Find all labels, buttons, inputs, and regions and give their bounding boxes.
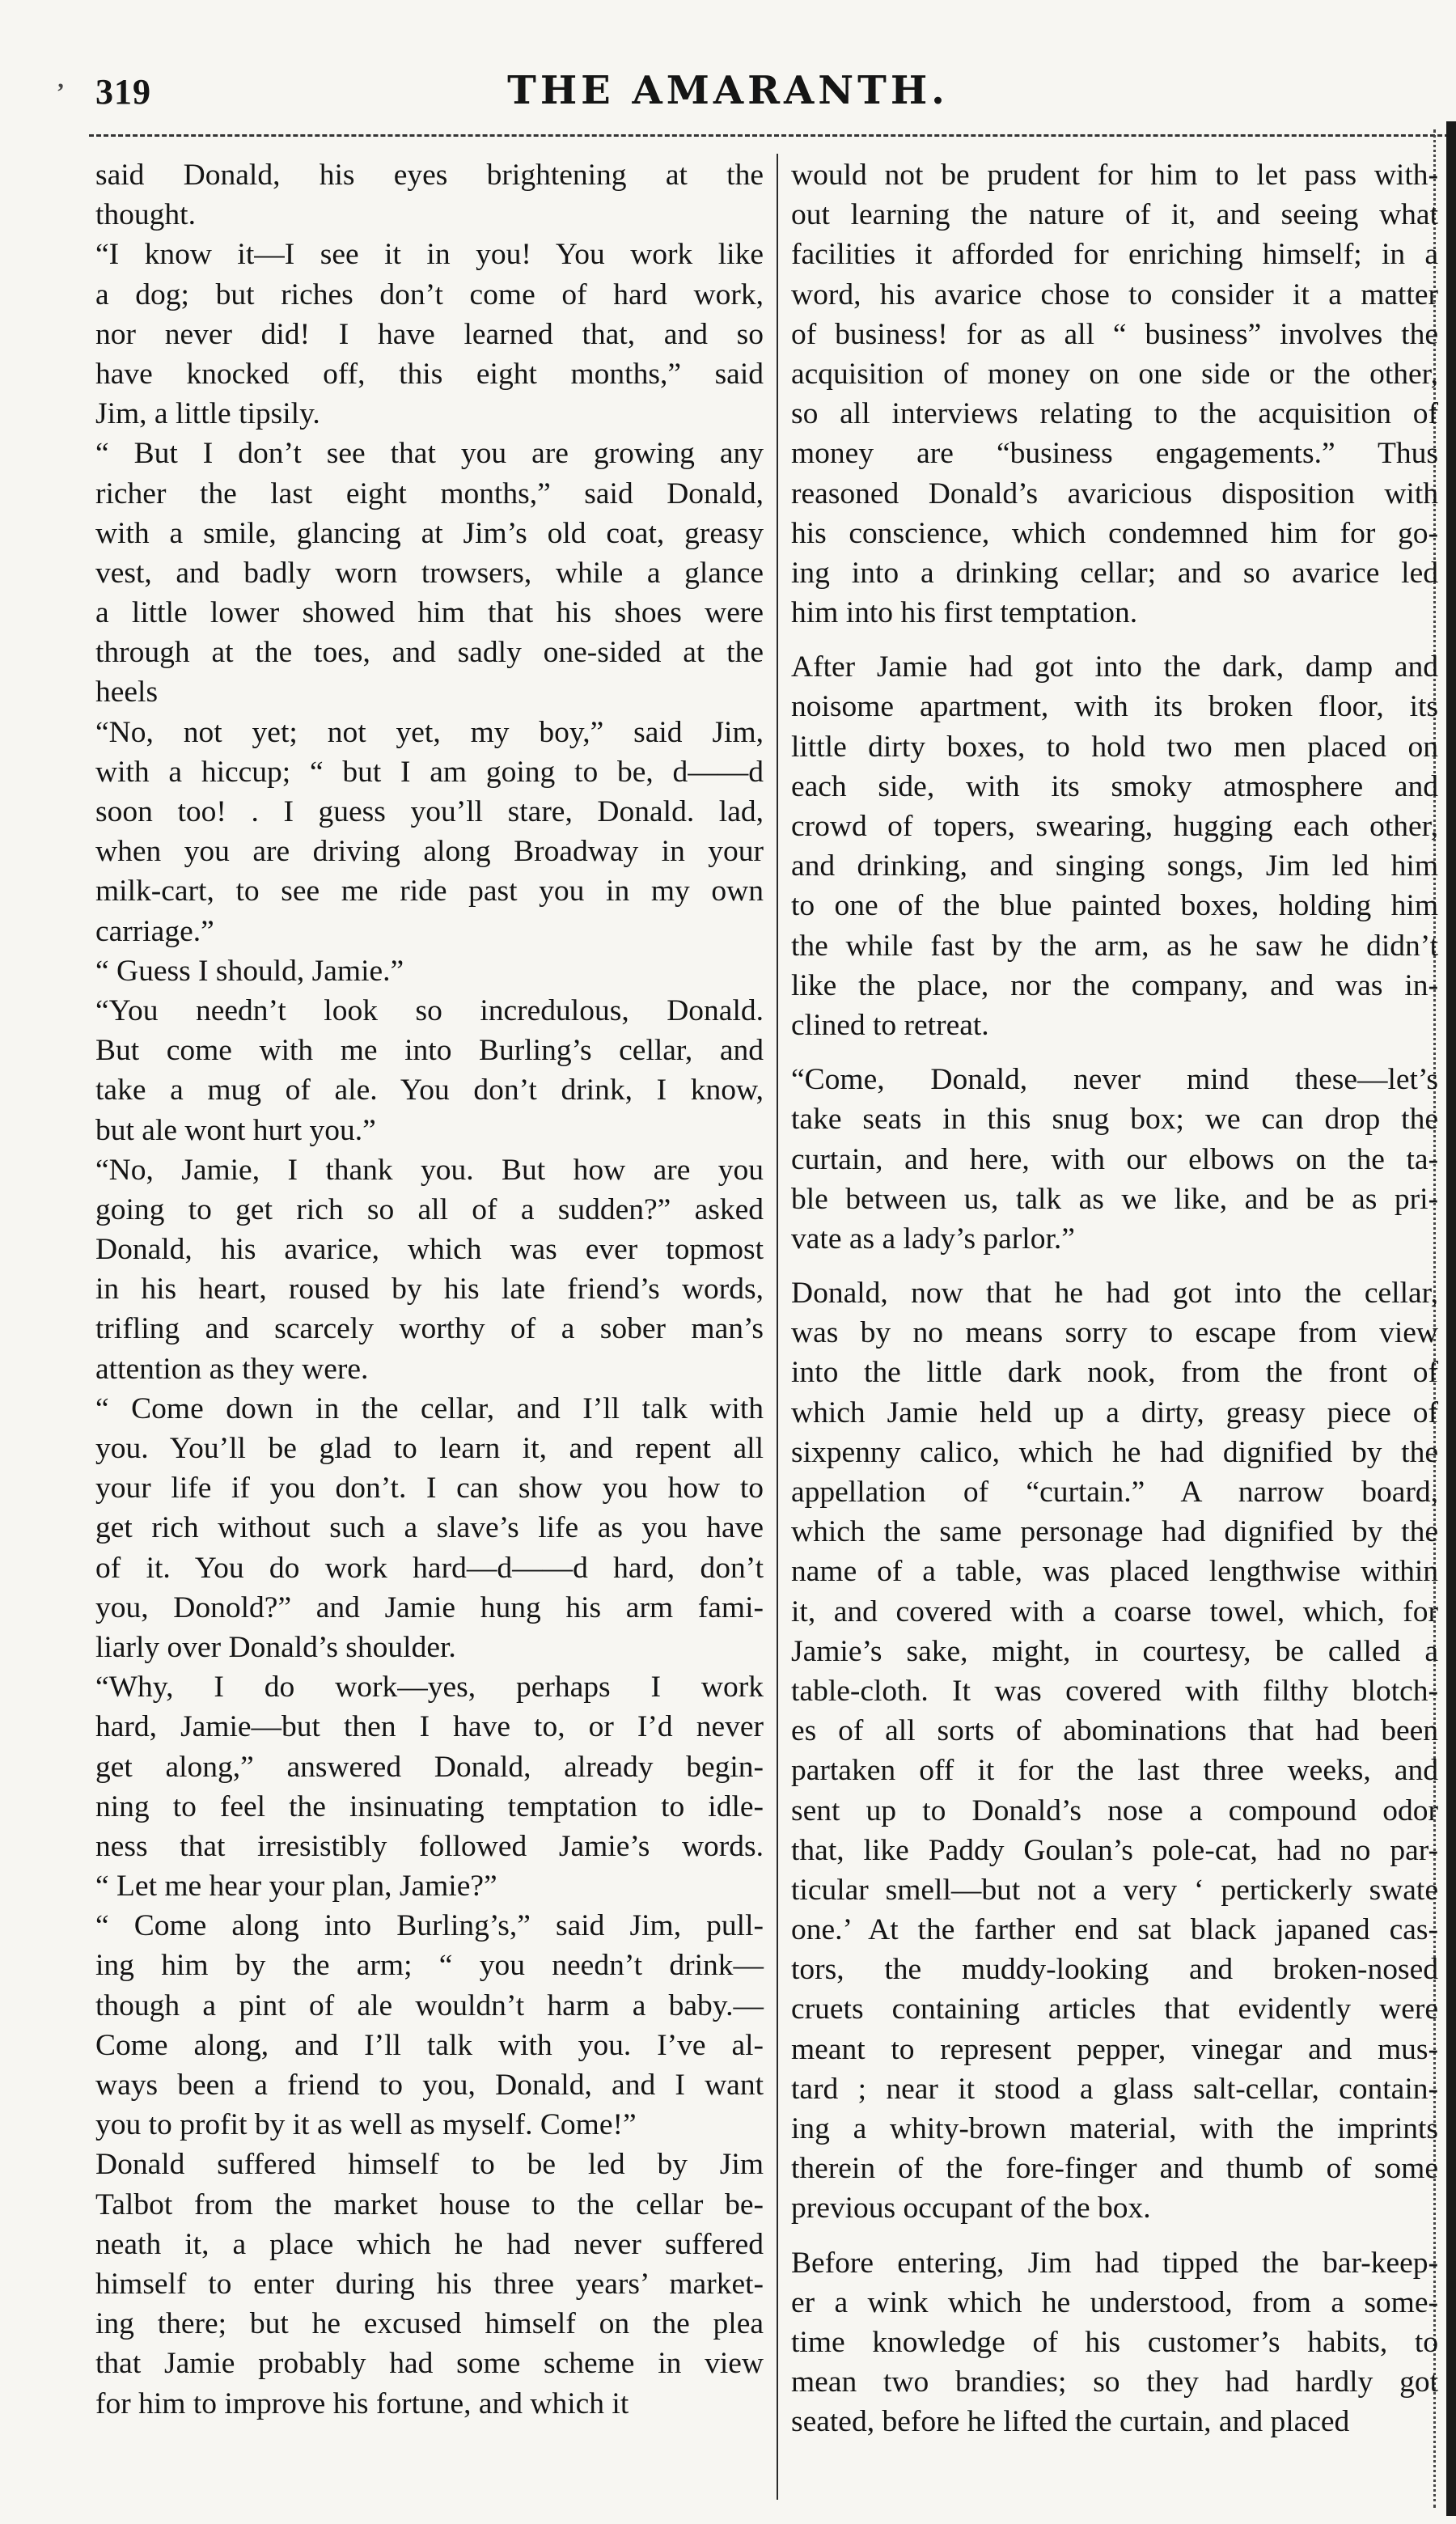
text-line: milk-cart, to see me ride past you in my own bbox=[95, 875, 764, 908]
text-line: liarly over Donald’s shoulder. bbox=[95, 1630, 456, 1664]
text-line: that Jamie probably had some scheme in view bbox=[95, 2347, 764, 2381]
text-line: ble between us, talk as we like, and be as pri- bbox=[791, 1182, 1438, 1216]
text-line: said Donald, his eyes brightening at the bbox=[95, 159, 764, 192]
text-line: ways been a friend to you, Donald, and I want bbox=[95, 2069, 764, 2102]
text-line: curtain, and here, with our elbows on the ta- bbox=[791, 1142, 1438, 1176]
text-line: Come along, and I’ll talk with you. I’ve al- bbox=[95, 2028, 764, 2062]
text-line: though a pint of ale wouldn’t harm a baby.— bbox=[95, 1988, 764, 2022]
text-line: that, like Paddy Goulan’s pole-cat, had no par- bbox=[791, 1833, 1438, 1867]
text-line: of business! for as all “ business” involves the bbox=[791, 317, 1438, 351]
text-line: into the little dark nook, from the front of bbox=[791, 1356, 1438, 1390]
text-line: table-cloth. It was covered with filthy blotch- bbox=[791, 1674, 1438, 1708]
text-line: like the place, nor the company, and was in- bbox=[791, 968, 1438, 1002]
running-title: THE AMARANTH. bbox=[507, 68, 949, 113]
text-line: a little lower showed him that his shoes were bbox=[95, 596, 764, 630]
text-line: heels bbox=[95, 675, 159, 709]
text-line: previous occupant of the box. bbox=[791, 2192, 1151, 2225]
text-line: “I know it—I see it in you! You work like bbox=[95, 238, 764, 272]
text-line: therein of the fore-finger and thumb of some bbox=[791, 2152, 1438, 2186]
paragraph bbox=[95, 155, 764, 235]
paragraph bbox=[95, 1150, 764, 1389]
text-line: nor never did! I have learned that, and so bbox=[95, 317, 764, 351]
text-line: word, his avarice chose to consider it a matter bbox=[791, 277, 1438, 311]
text-line: facilities it afforded for enriching himself; in a bbox=[791, 238, 1438, 272]
text-line: neath it, a place which he had never suffered bbox=[95, 2227, 764, 2261]
text-line: reasoned Donald’s avaricious disposition with bbox=[791, 476, 1438, 510]
right-column bbox=[791, 155, 1438, 2442]
text-line: thought. bbox=[95, 198, 196, 232]
paragraph bbox=[95, 1667, 764, 1906]
text-line: going to get rich so all of a sudden?” asked bbox=[95, 1192, 764, 1226]
text-line: him into his first temptation. bbox=[791, 596, 1138, 630]
paragraph bbox=[791, 647, 1438, 1045]
text-line: which the same personage had dignified by the bbox=[791, 1515, 1438, 1549]
text-line: carriage.” bbox=[95, 914, 214, 948]
text-line: “No, not yet; not yet, my boy,” said Jim, bbox=[95, 715, 764, 749]
paragraph bbox=[95, 1906, 764, 2145]
text-line: “ Guess I should, Jamie.” bbox=[95, 954, 404, 988]
text-line: soon too! . I guess you’ll stare, Donald. lad, bbox=[95, 795, 764, 828]
text-line: “ But I don’t see that you are growing any bbox=[95, 437, 764, 471]
text-line: and drinking, and singing songs, Jim led him bbox=[791, 849, 1438, 883]
paragraph bbox=[791, 2243, 1438, 2442]
text-line: little dirty boxes, to hold two men placed on bbox=[791, 730, 1438, 764]
text-line: one.’ At the farther end sat black japaned cas- bbox=[791, 1913, 1438, 1947]
paragraph-gap bbox=[791, 2229, 1438, 2243]
text-line: your life if you don’t. I can show you how to bbox=[95, 1472, 764, 1506]
text-line: his conscience, which condemned him for go- bbox=[791, 516, 1438, 550]
text-line: of it. You do work hard—d——d hard, don’t bbox=[95, 1551, 764, 1585]
text-line: ing into a drinking cellar; and so avarice led bbox=[791, 556, 1438, 590]
text-line: with a hiccup; “ but I am going to be, d——d bbox=[95, 755, 764, 789]
page-edge-shadow bbox=[1446, 121, 1456, 2516]
text-line: After Jamie had got into the dark, damp and bbox=[791, 650, 1438, 684]
text-line: Jamie’s sake, might, in courtesy, be called a bbox=[791, 1634, 1438, 1668]
text-line: name of a table, was placed lengthwise within bbox=[791, 1555, 1438, 1589]
text-line: ning to feel the insinuating temptation to idle- bbox=[95, 1789, 764, 1823]
paragraph bbox=[95, 951, 764, 991]
paragraph-gap bbox=[791, 633, 1438, 647]
paragraph-gap bbox=[791, 1045, 1438, 1060]
text-line: richer the last eight months,” said Donald, bbox=[95, 476, 764, 510]
text-line: when you are driving along Broadway in your bbox=[95, 835, 764, 869]
paragraph bbox=[791, 1273, 1438, 2229]
text-line: tard ; near it stood a glass salt-cellar, contain- bbox=[791, 2072, 1438, 2106]
text-line: ing him by the arm; “ you needn’t drink— bbox=[95, 1949, 764, 1983]
text-line: noisome apartment, with its broken floor, its bbox=[791, 690, 1438, 724]
text-line: seated, before he lifted the curtain, and placed bbox=[791, 2405, 1350, 2439]
text-line: crowd of topers, swearing, hugging each other, bbox=[791, 810, 1438, 843]
paragraph bbox=[95, 2145, 764, 2423]
text-line: through at the toes, and sadly one-sided at the bbox=[95, 636, 764, 670]
text-line: ticular smell—but not a very ‘ pertickerly swate bbox=[791, 1873, 1438, 1907]
text-line: get rich without such a slave’s life as you have bbox=[95, 1511, 764, 1545]
text-line: attention as they were. bbox=[95, 1352, 369, 1386]
text-line: get along,” answered Donald, already begin- bbox=[95, 1750, 764, 1784]
text-line: partaken off it for the last three weeks, and bbox=[791, 1754, 1438, 1788]
text-line: “You needn’t look so incredulous, Donald. bbox=[95, 993, 764, 1027]
text-line: in his heart, roused by his late friend’s words, bbox=[95, 1273, 764, 1306]
text-line: to one of the blue painted boxes, holding him bbox=[791, 889, 1438, 923]
text-line: with a smile, glancing at Jim’s old coat, greasy bbox=[95, 516, 764, 550]
text-line: vate as a lady’s parlor.” bbox=[791, 1222, 1075, 1256]
text-line: acquisition of money on one side or the other, bbox=[791, 357, 1438, 391]
column-divider bbox=[777, 154, 778, 2500]
text-line: “No, Jamie, I thank you. But how are you bbox=[95, 1153, 764, 1187]
text-line: but ale wont hurt you.” bbox=[95, 1113, 376, 1147]
text-line: mean two brandies; so they had hardly got bbox=[791, 2365, 1438, 2399]
text-line: Donald suffered himself to be led by Jim bbox=[95, 2148, 764, 2182]
text-line: money are “business engagements.” Thus bbox=[791, 437, 1438, 471]
text-line: have knocked off, this eight months,” said bbox=[95, 357, 764, 391]
text-line: er a wink which he understood, from a some- bbox=[791, 2285, 1438, 2319]
text-line: cruets containing articles that evidently were bbox=[791, 1993, 1438, 2026]
text-line: out learning the nature of it, and seeing what bbox=[791, 198, 1438, 232]
text-line: a dog; but riches don’t come of hard work, bbox=[95, 277, 764, 311]
text-line: But come with me into Burling’s cellar, and bbox=[95, 1034, 764, 1068]
text-line: “ Let me hear your plan, Jamie?” bbox=[95, 1870, 497, 1904]
paragraph bbox=[95, 434, 764, 712]
text-line: take seats in this snug box; we can drop the bbox=[791, 1103, 1438, 1137]
text-line: so all interviews relating to the acquisition of bbox=[791, 397, 1438, 431]
text-line: hard, Jamie—but then I have to, or I’d never bbox=[95, 1710, 764, 1744]
text-line: appellation of “curtain.” A narrow board, bbox=[791, 1476, 1438, 1509]
text-line: “Come, Donald, never mind these—let’s bbox=[791, 1063, 1438, 1097]
paragraph bbox=[95, 713, 764, 951]
text-line: himself to enter during his three years’ market- bbox=[95, 2267, 764, 2301]
text-line: “ Come down in the cellar, and I’ll talk with bbox=[95, 1391, 764, 1425]
text-line: sent up to Donald’s nose a compound odor bbox=[791, 1793, 1438, 1827]
paragraph bbox=[95, 235, 764, 434]
text-line: would not be prudent for him to let pass with- bbox=[791, 159, 1438, 192]
paragraph bbox=[791, 155, 1438, 633]
text-line: for him to improve his fortune, and which it bbox=[95, 2386, 629, 2420]
text-line: meant to represent pepper, vinegar and mus- bbox=[791, 2032, 1438, 2066]
text-line: take a mug of ale. You don’t drink, I know, bbox=[95, 1074, 764, 1107]
text-line: clined to retreat. bbox=[791, 1008, 989, 1042]
header-rule bbox=[89, 134, 1450, 137]
paragraph bbox=[95, 991, 764, 1150]
text-line: you to profit by it as well as myself. Come!” bbox=[95, 2108, 637, 2142]
page-header bbox=[0, 65, 1456, 129]
text-line: you. You’ll be glad to learn it, and repent all bbox=[95, 1432, 764, 1465]
text-line: ing there; but he excused himself on the plea bbox=[95, 2307, 764, 2341]
text-line: time knowledge of his customer’s habits, to bbox=[791, 2325, 1438, 2359]
paragraph-gap bbox=[791, 1259, 1438, 1273]
text-line: “ Come along into Burling’s,” said Jim, pull- bbox=[95, 1909, 764, 1943]
paragraph bbox=[791, 1060, 1438, 1259]
text-line: Before entering, Jim had tipped the bar-keep- bbox=[791, 2246, 1438, 2280]
text-line: was by no means sorry to escape from view bbox=[791, 1316, 1438, 1350]
text-line: you, Donold?” and Jamie hung his arm fami- bbox=[95, 1590, 764, 1624]
text-line: es of all sorts of abominations that had been bbox=[791, 1714, 1438, 1748]
text-line: Donald, now that he had got into the cellar, bbox=[791, 1277, 1438, 1311]
text-line: vest, and badly worn trowsers, while a glance bbox=[95, 556, 764, 590]
text-line: each side, with its smoky atmosphere and bbox=[791, 769, 1438, 803]
text-line: ness that irresistibly followed Jamie’s words. bbox=[95, 1829, 764, 1863]
text-line: Jim, a little tipsily. bbox=[95, 397, 320, 431]
paragraph bbox=[95, 1389, 764, 1667]
text-line: the while fast by the arm, as he saw he didn’t bbox=[791, 929, 1438, 963]
text-line: ing a whity-brown material, with the imprints bbox=[791, 2112, 1438, 2145]
text-line: “Why, I do work—yes, perhaps I work bbox=[95, 1671, 764, 1705]
page-number: ‚ 319 bbox=[95, 71, 151, 112]
text-line: trifling and scarcely worthy of a sober man’s bbox=[95, 1312, 764, 1346]
text-line: Donald, his avarice, which was ever topmost bbox=[95, 1233, 764, 1267]
text-line: which Jamie held up a dirty, greasy piece of bbox=[791, 1395, 1438, 1429]
text-line: sixpenny calico, which he had dignified by the bbox=[791, 1435, 1438, 1469]
text-line: Talbot from the market house to the cellar be- bbox=[95, 2187, 764, 2221]
text-line: it, and covered with a coarse towel, which, for bbox=[791, 1594, 1438, 1628]
text-line: tors, the muddy-looking and broken-nosed bbox=[791, 1953, 1438, 1987]
left-column bbox=[95, 155, 764, 2424]
